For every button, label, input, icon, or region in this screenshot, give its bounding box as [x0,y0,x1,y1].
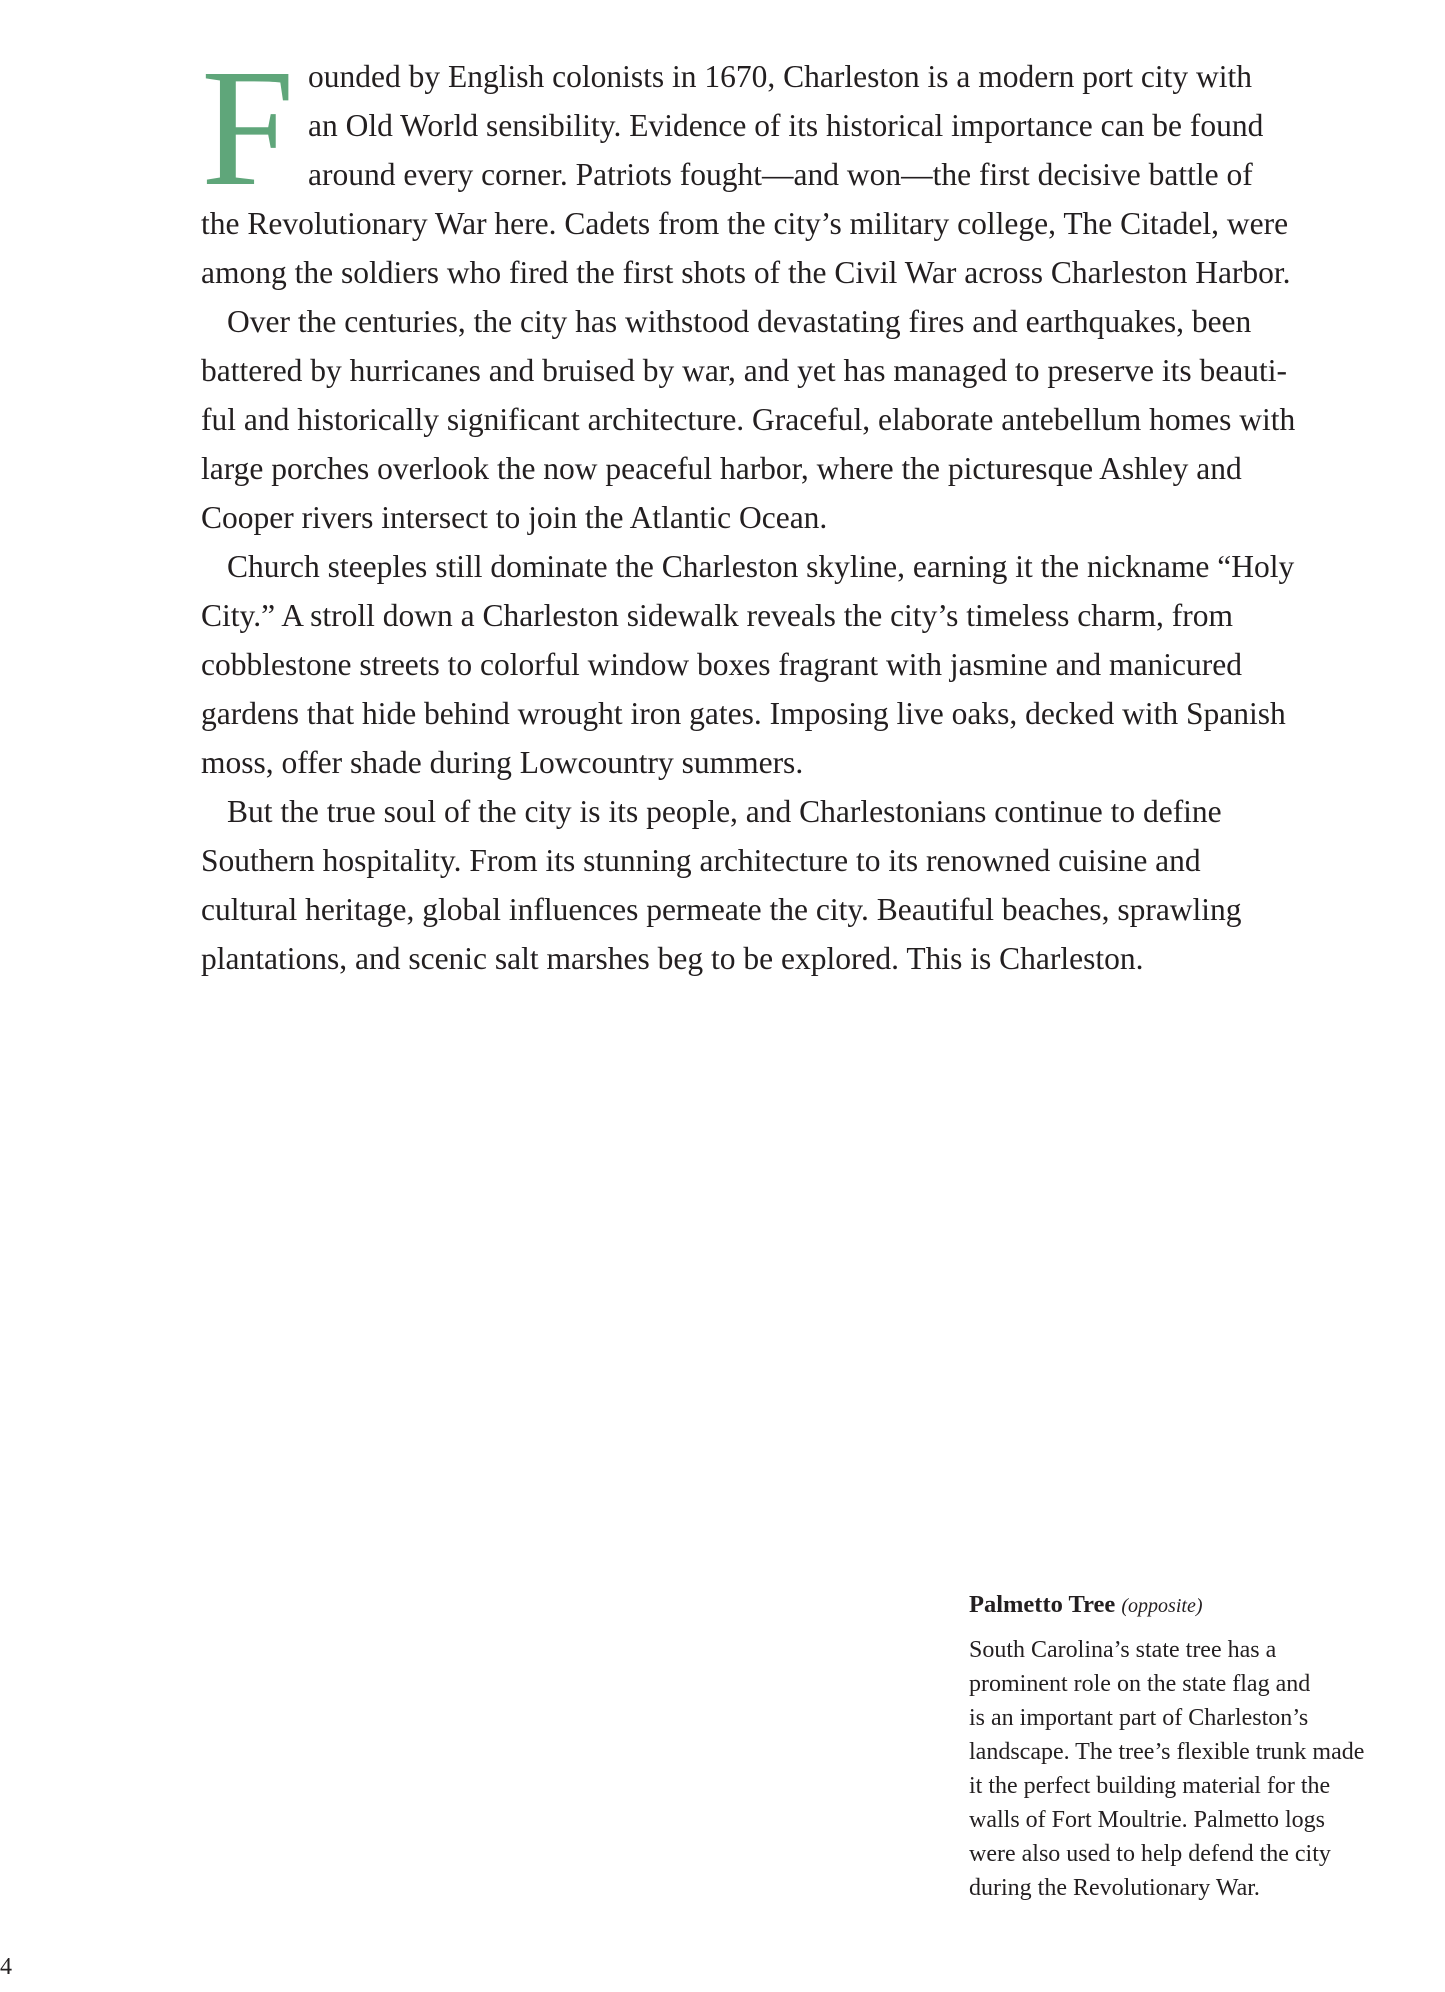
caption-body [969,1633,1409,1905]
paragraph-line: moss, offer shade during Lowcountry summers. [201,745,804,780]
paragraph-line: large porches overlook the now peaceful harbor, where the picturesque Ashley and [201,451,1242,486]
paragraph-2 [201,297,1369,542]
paragraph-line: ful and historically significant architecture. Graceful, elaborate antebellum homes with [201,402,1296,437]
paragraph-line: ounded by English colonists in 1670, Charleston is a modern port city with [308,59,1253,94]
caption-line: were also used to help defend the city [969,1841,1331,1867]
caption-line: is an important part of Charleston’s [969,1705,1309,1731]
paragraph-line: But the true soul of the city is its people, and Charlestonians continue to define [227,794,1222,829]
paragraph-line: cultural heritage, global influences permeate the city. Beautiful beaches, sprawling [201,892,1242,927]
caption-line: South Carolina’s state tree has a [969,1637,1277,1663]
caption-line: prominent role on the state flag and [969,1671,1311,1697]
paragraph-line: around every corner. Patriots fought—and won—the first decisive battle of [308,157,1253,192]
article-body [201,35,1369,983]
caption-title-line [969,1588,1409,1623]
drop-cap-letter: F [201,35,295,221]
photo-caption [969,1588,1409,1905]
caption-line: it the perfect building material for the [969,1773,1331,1799]
paragraph-line: cobblestone streets to colorful window boxes fragrant with jasmine and manicured [201,647,1242,682]
page-number: 4 [0,1954,12,1980]
caption-line: landscape. The tree’s flexible trunk made [969,1739,1365,1765]
paragraph-4 [201,787,1369,983]
paragraph-line: Church steeples still dominate the Charleston skyline, earning it the nickname “Holy [227,549,1295,584]
paragraph-line: an Old World sensibility. Evidence of its historical importance can be found [308,108,1264,143]
paragraph-line: among the soldiers who fired the first shots of the Civil War across Charleston Harbor. [201,255,1291,290]
paragraph-line: City.” A stroll down a Charleston sidewalk reveals the city’s timeless charm, from [201,598,1233,633]
paragraph-1 [201,35,1369,297]
caption-title: Palmetto Tree [969,1591,1116,1618]
caption-note: (opposite) [1121,1595,1203,1617]
paragraph-line: the Revolutionary War here. Cadets from the city’s military college, The Citadel, were [201,206,1289,241]
paragraph-line: battered by hurricanes and bruised by war, and yet has managed to preserve its beauti- [201,353,1287,388]
paragraph-3 [201,542,1369,787]
paragraph-line: Southern hospitality. From its stunning architecture to its renowned cuisine and [201,843,1201,878]
paragraph-line: plantations, and scenic salt marshes beg to be explored. This is Charleston. [201,941,1144,976]
caption-line: during the Revolutionary War. [969,1875,1260,1901]
paragraph-line: Cooper rivers intersect to join the Atlantic Ocean. [201,500,828,535]
paragraph-line: gardens that hide behind wrought iron gates. Imposing live oaks, decked with Spanish [201,696,1286,731]
caption-line: walls of Fort Moultrie. Palmetto logs [969,1807,1325,1833]
paragraph-line: Over the centuries, the city has withstood devastating fires and earthquakes, been [227,304,1252,339]
